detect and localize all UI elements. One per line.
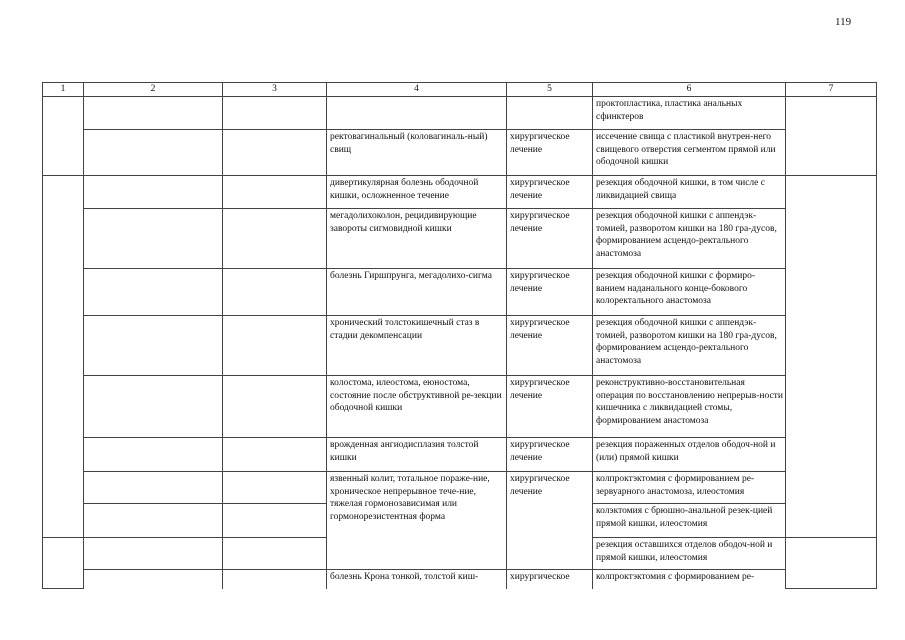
- disease-cell: хронический толстокишечный стаз в стадии декомпенсации: [327, 316, 507, 376]
- header-row: [43, 83, 877, 97]
- col7-cell: [786, 97, 877, 176]
- col2-cell: [84, 269, 223, 316]
- col2-cell: [84, 376, 223, 438]
- col1-cell: [43, 176, 84, 538]
- col3-cell: [223, 472, 327, 504]
- disease-cell: [327, 97, 507, 130]
- col3-cell: [223, 438, 327, 472]
- method-cell: резекция ободочной кишки с аппендэк-томией, разворотом кишки на 180 гра-дусов, формированием асцендо-ректального анастомоза: [593, 209, 786, 269]
- col2-cell: [84, 504, 223, 538]
- col3-cell: [223, 209, 327, 269]
- col2-cell: [84, 538, 223, 570]
- treatment-cell: хирургическое лечение: [507, 438, 593, 472]
- treatment-cell: хирургическое лечение: [507, 209, 593, 269]
- method-cell: проктопластика, пластика анальных сфинктеров: [593, 97, 786, 130]
- col-header-7: 7: [786, 83, 877, 97]
- page-number: 119: [835, 16, 852, 28]
- treatment-cell: хирургическое лечение: [507, 472, 593, 570]
- method-cell: колпроктэктомия с формированием ре-: [593, 570, 786, 589]
- table-row: [43, 130, 877, 176]
- treatment-cell: хирургическое лечение: [507, 130, 593, 176]
- disease-cell: дивертикулярная болезнь ободочной кишки, осложненное течение: [327, 176, 507, 209]
- col7-cell: [786, 176, 877, 538]
- disease-cell: врожденная ангиодисплазия толстой кишки: [327, 438, 507, 472]
- col2-cell: [84, 316, 223, 376]
- table-row: [43, 209, 877, 269]
- treatment-cell: хирургическое лечение: [507, 376, 593, 438]
- method-cell: резекция ободочной кишки с формиро-ванием наданального конце-бокового колоректального анастомоза: [593, 269, 786, 316]
- col3-cell: [223, 176, 327, 209]
- col2-cell: [84, 176, 223, 209]
- procedures-table: [42, 82, 877, 589]
- col2-cell: [84, 97, 223, 130]
- treatment-cell: хирургическое лечение: [507, 176, 593, 209]
- col-header-6: 6: [593, 83, 786, 97]
- table-row: [43, 472, 877, 504]
- disease-cell: колостома, илеостома, еюностома, состояние после обструктивной ре-зекции ободочной кишки: [327, 376, 507, 438]
- method-cell: колпроктэктомия с формированием ре-зервуарного анастомоза, илеостомия: [593, 472, 786, 504]
- col3-cell: [223, 316, 327, 376]
- table-row: [43, 269, 877, 316]
- col7-cell: [786, 538, 877, 589]
- disease-cell: болезнь Крона тонкой, толстой киш-: [327, 570, 507, 589]
- col3-cell: [223, 97, 327, 130]
- col3-cell: [223, 269, 327, 316]
- treatment-cell: [507, 97, 593, 130]
- treatment-cell: хирургическое: [507, 570, 593, 589]
- disease-cell: ректовагинальный (коловагиналь-ный) свищ: [327, 130, 507, 176]
- method-cell: реконструктивно-восстановительная операция по восстановлению непрерыв-ности кишечника с ликвидацией стомы, формированием анастомоза: [593, 376, 786, 438]
- disease-cell: мегадолихоколон, рецидивирующие завороты сигмовидной кишки: [327, 209, 507, 269]
- table-row: [43, 376, 877, 438]
- method-cell: резекция ободочной кишки, в том числе с ликвидацией свища: [593, 176, 786, 209]
- col-header-1: 1: [43, 83, 84, 97]
- method-cell: резекция оставшихся отделов ободоч-ной и прямой кишки, илеостомия: [593, 538, 786, 570]
- col-header-2: 2: [84, 83, 223, 97]
- col3-cell: [223, 504, 327, 538]
- table-row: [43, 438, 877, 472]
- col-header-5: 5: [507, 83, 593, 97]
- method-cell: резекция пораженных отделов ободоч-ной и (или) прямой кишки: [593, 438, 786, 472]
- col3-cell: [223, 570, 327, 589]
- col3-cell: [223, 130, 327, 176]
- disease-cell: язвенный колит, тотальное пораже-ние, хроническое непрерывное тече-ние, тяжелая гормонозависимая или гормонорезистентная форма: [327, 472, 507, 570]
- col3-cell: [223, 376, 327, 438]
- col2-cell: [84, 472, 223, 504]
- method-cell: иссечение свища с пластикой внутрен-него свищевого отверстия сегментом прямой или ободочной кишки: [593, 130, 786, 176]
- table-row: [43, 97, 877, 130]
- disease-cell: болезнь Гиршпрунга, мегадолихо-сигма: [327, 269, 507, 316]
- table-row: [43, 176, 877, 209]
- col2-cell: [84, 130, 223, 176]
- col-header-3: 3: [223, 83, 327, 97]
- col1-cell: [43, 538, 84, 589]
- method-cell: резекция ободочной кишки с аппендэк-томией, разворотом кишки на 180 гра-дусов, формированием асцендо-ректального анастомоза: [593, 316, 786, 376]
- col2-cell: [84, 570, 223, 589]
- col-header-4: 4: [327, 83, 507, 97]
- table-row: [43, 316, 877, 376]
- col2-cell: [84, 438, 223, 472]
- table-row: [43, 570, 877, 589]
- treatment-cell: хирургическое лечение: [507, 269, 593, 316]
- col2-cell: [84, 209, 223, 269]
- col1-cell: [43, 97, 84, 176]
- col3-cell: [223, 538, 327, 570]
- method-cell: колэктомия с брюшно-анальной резек-цией прямой кишки, илеостомия: [593, 504, 786, 538]
- treatment-cell: хирургическое лечение: [507, 316, 593, 376]
